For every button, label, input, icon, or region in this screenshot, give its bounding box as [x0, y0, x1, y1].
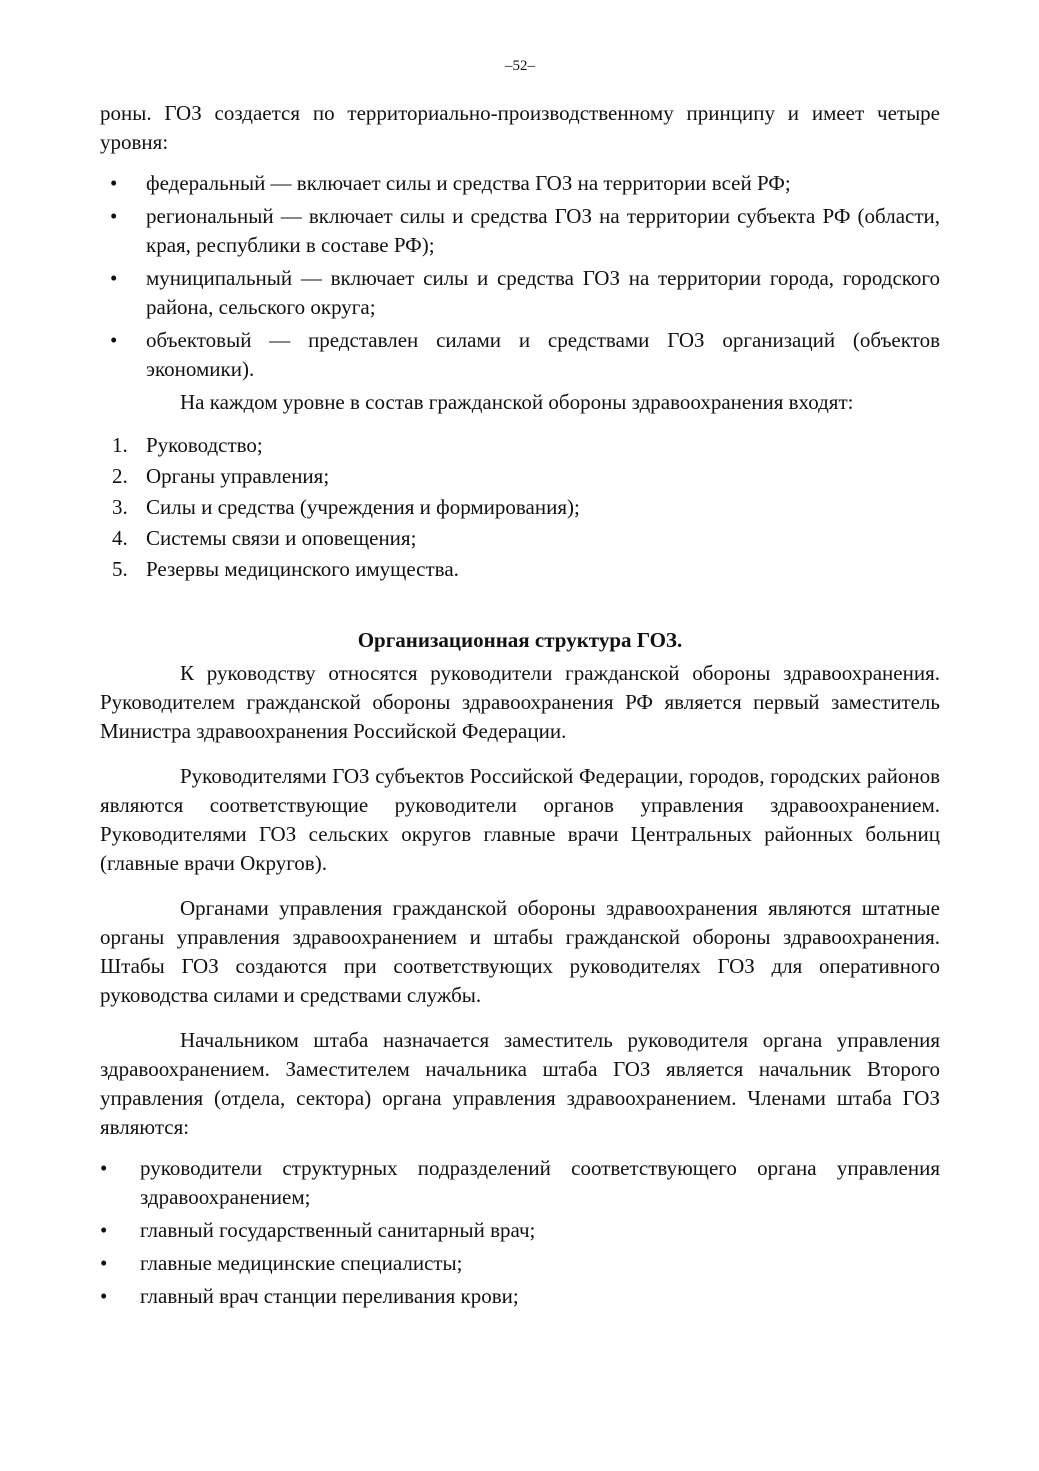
- bullet-icon: •: [110, 266, 118, 290]
- bullet-icon: •: [110, 204, 118, 228]
- paragraph: Руководителями ГОЗ субъектов Российской Федерации, городов, городских районов являются соответствующие руководители органов управления здравоохранением. Руководителями ГОЗ сельских округов главные врачи Центральных районных больниц (главные врачи Округов).: [100, 764, 940, 875]
- item-text: Системы связи и оповещения;: [146, 526, 417, 550]
- item-number: 2.: [112, 464, 128, 488]
- item-number: 1.: [112, 433, 128, 457]
- composition-intro: На каждом уровне в состав гражданской обороны здравоохранения входят:: [180, 390, 854, 414]
- member-text: главный врач станции переливания крови;: [140, 1284, 519, 1308]
- bullet-icon: •: [110, 328, 118, 352]
- paragraph: Органами управления гражданской обороны здравоохранения являются штатные органы управления здравоохранением и штабы гражданской обороны здравоохранения. Штабы ГОЗ создаются при соответствующих руководителях ГОЗ для оперативного руководства силами и средствами службы.: [100, 896, 940, 1007]
- item-number: 5.: [112, 557, 128, 581]
- page-number: –52–: [505, 58, 535, 74]
- item-text: Органы управления;: [146, 464, 330, 488]
- level-text: федеральный — включает силы и средства ГОЗ на территории всей РФ;: [146, 171, 791, 195]
- list-item: [100, 169, 940, 198]
- bullet-icon: •: [100, 1156, 108, 1180]
- list-item: [100, 524, 940, 553]
- list-item: [100, 462, 940, 491]
- levels-list: [100, 169, 940, 384]
- list-item: [100, 555, 940, 584]
- list-item: [100, 493, 940, 522]
- list-item: [100, 1154, 940, 1212]
- item-text: Резервы медицинского имущества.: [146, 557, 459, 581]
- document-page: [100, 58, 940, 1315]
- list-item: [100, 202, 940, 260]
- item-text: Руководство;: [146, 433, 263, 457]
- paragraph: К руководству относятся руководители гражданской обороны здравоохранения. Руководителем гражданской обороны здравоохранения РФ является первый заместитель Министра здравоохранения Российской Федерации.: [100, 661, 940, 743]
- list-item: [100, 1216, 940, 1245]
- list-item: [100, 431, 940, 460]
- intro-paragraph: роны. ГОЗ создается по территориально-производственному принципу и имеет четыре уровня:: [100, 101, 940, 154]
- item-number: 4.: [112, 526, 128, 550]
- list-item: [100, 326, 940, 384]
- list-item: [100, 264, 940, 322]
- level-text: муниципальный — включает силы и средства ГОЗ на территории города, городского района, сельского округа;: [146, 266, 940, 319]
- level-text: региональный — включает силы и средства ГОЗ на территории субъекта РФ (области, края, республики в составе РФ);: [146, 204, 940, 257]
- list-item: [100, 1249, 940, 1278]
- staff-members-list: [100, 1154, 940, 1311]
- section-heading: Организационная структура ГОЗ.: [357, 628, 683, 652]
- composition-list: [100, 431, 940, 584]
- member-text: руководители структурных подразделений соответствующего органа управления здравоохранением;: [140, 1156, 940, 1209]
- item-text: Силы и средства (учреждения и формирования);: [146, 495, 580, 519]
- bullet-icon: •: [100, 1251, 108, 1275]
- member-text: главные медицинские специалисты;: [140, 1251, 463, 1275]
- member-text: главный государственный санитарный врач;: [140, 1218, 536, 1242]
- bullet-icon: •: [100, 1218, 108, 1242]
- bullet-icon: •: [110, 171, 118, 195]
- list-item: [100, 1282, 940, 1311]
- item-number: 3.: [112, 495, 128, 519]
- bullet-icon: •: [100, 1284, 108, 1308]
- paragraph: Начальником штаба назначается заместитель руководителя органа управления здравоохранением. Заместителем начальника штаба ГОЗ является начальник Второго управления (отдела, сектора) органа управления здравоохранением. Членами штаба ГОЗ являются:: [100, 1028, 940, 1139]
- level-text: объектовый — представлен силами и средствами ГОЗ организаций (объектов экономики).: [146, 328, 940, 381]
